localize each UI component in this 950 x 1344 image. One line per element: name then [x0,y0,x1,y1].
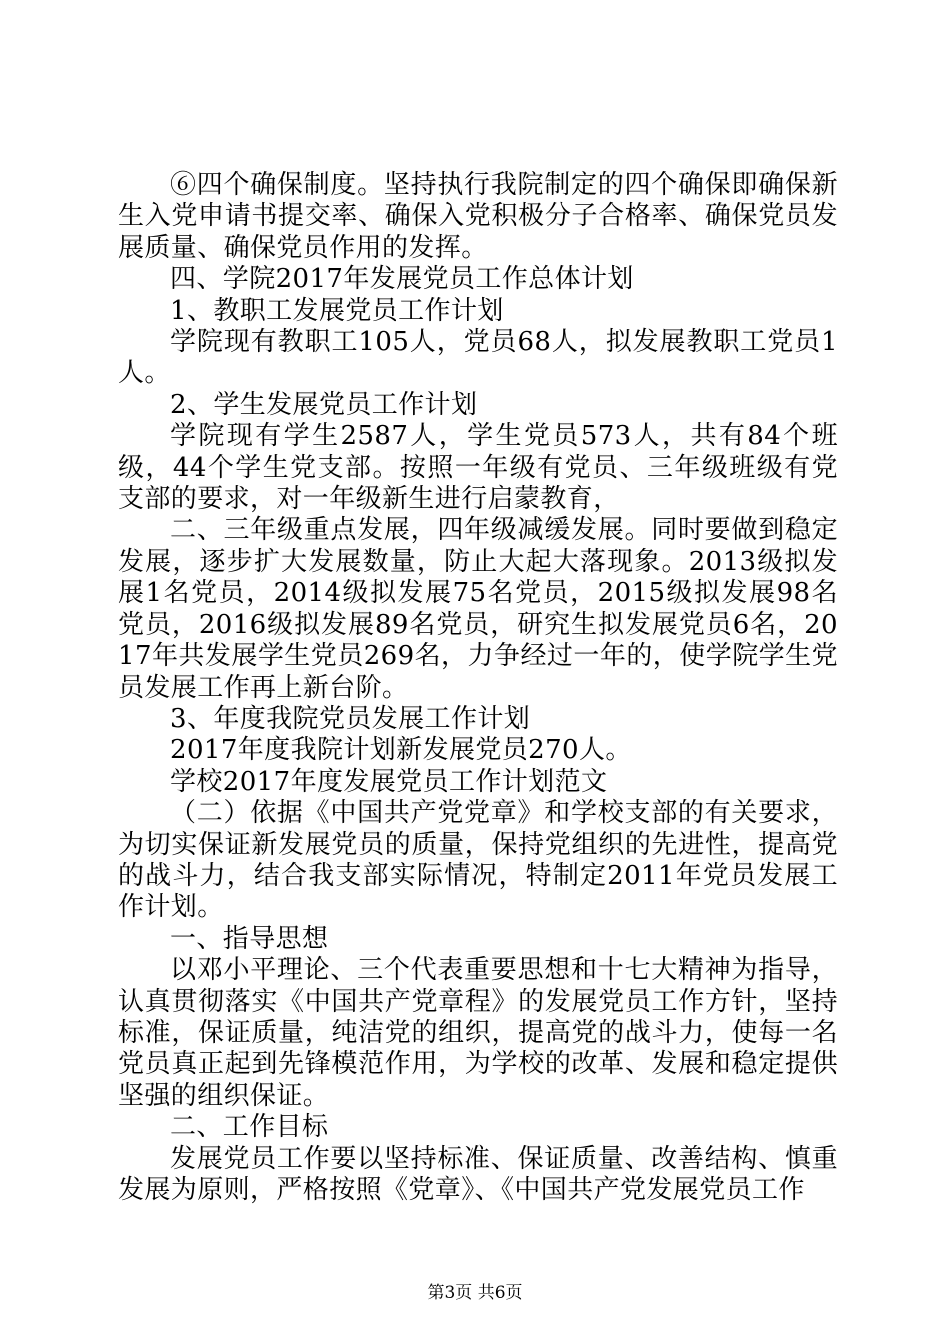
heading-annual-plan: 3、年度我院党员发展工作计划 [170,703,531,734]
paragraph-annual-plan: 2017年度我院计划新发展党员270人。 [170,735,632,766]
paragraph-guiding-ideology: 以邓小平理论、三个代表重要思想和十七大精神为指导，认真贯彻落实《中国共产党章程》的发展党员工作方针，坚持标准，保证质量，纯洁党的组织，提高党的战斗力，使每一名党员真正起到先锋模范作用，为学校的改革、发展和稳定提供坚强的组织保证。 [118,955,838,1111]
heading-guiding-ideology: 一、指导思想 [170,923,329,954]
heading-work-goals: 二、工作目标 [170,1112,329,1143]
page-number-footer: 第3页 共6页 [427,1283,523,1303]
paragraph-staff-plan: 学院现有教职工105人，党员68人，拟发展教职工党员1人。 [118,327,838,389]
heading-staff-plan: 1、教职工发展党员工作计划 [170,295,504,326]
heading-section-four: 四、学院2017年发展党员工作总体计划 [170,264,634,295]
heading-school-plan-sample: 学校2017年度发展党员工作计划范文 [170,766,608,797]
paragraph-grade-development: 二、三年级重点发展，四年级减缓发展。同时要做到稳定发展，逐步扩大发展数量，防止大起大落现象。2013级拟发展1名党员，2014级拟发展75名党员，2015级拟发展98名党员，2016级拟发展89名党员，研究生拟发展党员6名，2017年共发展学生党员269名，力争经过一年的，使学院学生党员发展工作再上新台阶。 [118,515,838,703]
paragraph-basis: （二）依据《中国共产党党章》和学校支部的有关要求，为切实保证新发展党员的质量，保持党组织的先进性，提高党的战斗力，结合我支部实际情况，特制定2011年党员发展工作计划。 [118,798,838,923]
heading-student-plan: 2、学生发展党员工作计划 [170,389,478,420]
paragraph-four-guarantees: ⑥四个确保制度。坚持执行我院制定的四个确保即确保新生入党申请书提交率、确保入党积极分子合格率、确保党员发展质量、确保党员作用的发挥。 [118,170,838,263]
document-body [118,170,838,1206]
paragraph-work-goals: 发展党员工作要以坚持标准、保证质量、改善结构、慎重发展为原则，严格按照《党章》、《中国共产党发展党员工作 [118,1143,838,1205]
paragraph-student-plan: 学院现有学生2587人，学生党员573人，共有84个班级，44个学生党支部。按照一年级有党员、三年级班级有党支部的要求，对一年级新生进行启蒙教育， [118,421,838,515]
